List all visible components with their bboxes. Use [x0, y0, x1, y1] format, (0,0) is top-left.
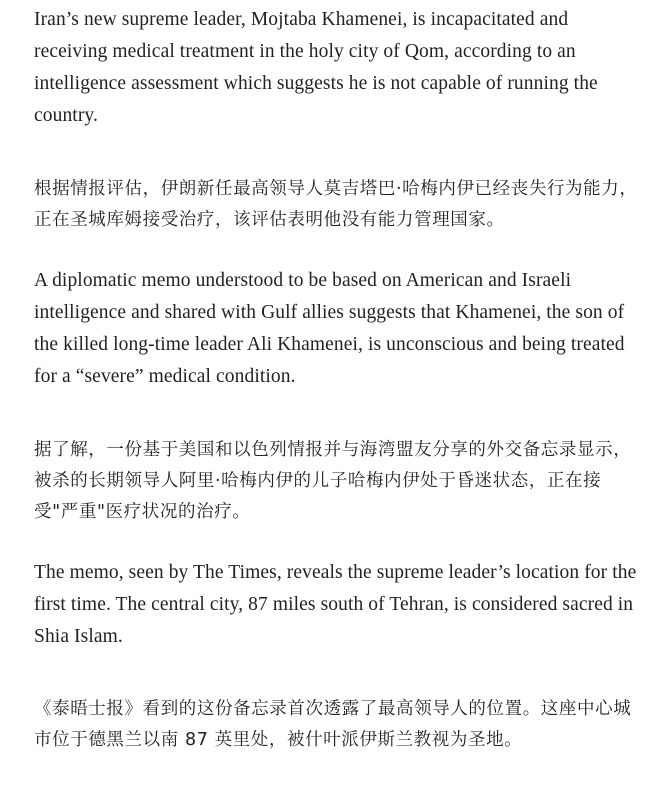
paragraph-chinese-2: 据了解，一份基于美国和以色列情报并与海湾盟友分享的外交备忘录显示，被杀的长期领导人阿里·哈梅内伊的儿子哈梅内伊处于昏迷状态，正在接受"严重"医疗状况的治疗。: [34, 440, 632, 522]
paragraph-english-1: Iran’s new supreme leader, Mojtaba Khamenei, is incapacitated and receiving medical treatment in the holy city of Qom, according to an intelligence assessment which suggests he is not capable of running the country.: [34, 9, 598, 126]
paragraph-english-2: A diplomatic memo understood to be based on American and Israeli intelligence and shared with Gulf allies suggests that Khamenei, the son of the killed long-time leader Ali Khamenei, is unconscious and being treated for a “severe” medical condition.: [34, 270, 625, 387]
paragraph-chinese-3: 《泰晤士报》看到的这份备忘录首次透露了最高领导人的位置。这座中心城市位于德黑兰以南 87 英里处，被什叶派伊斯兰教视为圣地。: [34, 699, 632, 750]
paragraph-english-3: The memo, seen by The Times, reveals the supreme leader’s location for the first time. The central city, 87 miles south of Tehran, is considered sacred in Shia Islam.: [34, 562, 637, 647]
paragraph-chinese-1: 根据情报评估，伊朗新任最高领导人莫吉塔巴·哈梅内伊已经丧失行为能力，正在圣城库姆接受治疗，该评估表明他没有能力管理国家。: [34, 179, 638, 230]
